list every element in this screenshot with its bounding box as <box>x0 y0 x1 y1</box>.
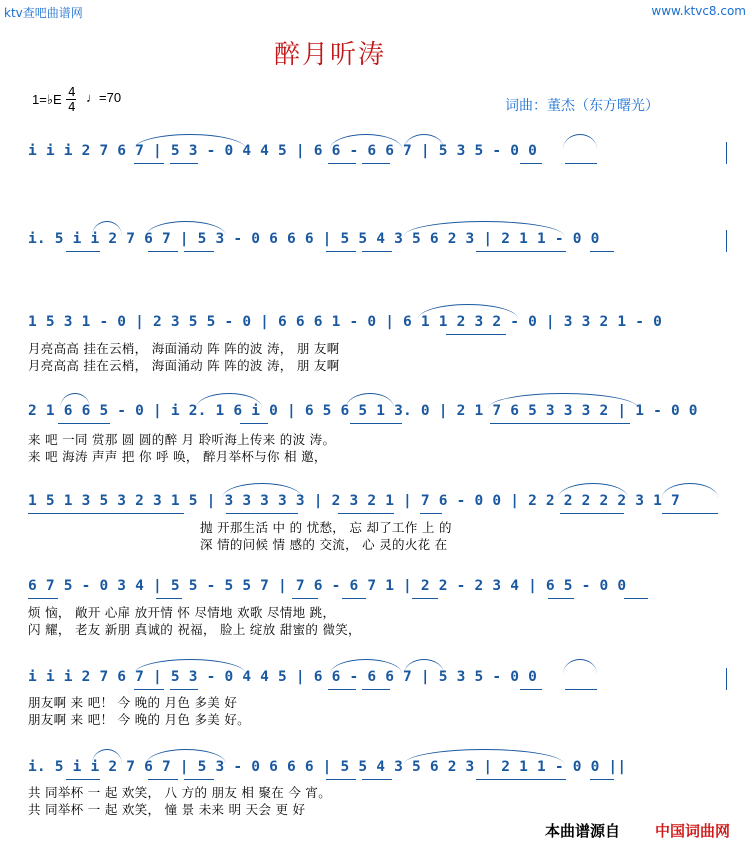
lyric-row-7-verse-1: 朋友啊 来 吧！ 今 晚的 月色 多美 好 <box>28 695 238 710</box>
lyric-row-3-verse-1: 月亮高高 挂在云梢， 海面涌动 阵 阵的波 涛， 朋 友啊 <box>28 341 340 356</box>
lyric-row-5-verse-2: 深 情的问候 情 感的 交流， 心 灵的火花 在 <box>200 537 448 552</box>
beam <box>520 689 542 690</box>
beam <box>170 163 198 164</box>
song-title: 醉月听涛 <box>274 40 387 70</box>
barline <box>726 668 727 690</box>
notation-row-5: 1 5 1 3 5 3 2 3 1 5 | 3 3 3 3 3 | 2 3 2 1 | 7 6 - 0 0 | 2 2 2 2 2 2 3 1 7 <box>28 493 680 509</box>
slur <box>196 393 262 408</box>
beam <box>362 163 390 164</box>
slur <box>60 393 90 408</box>
beam <box>66 251 100 252</box>
beam <box>326 779 356 780</box>
lyric-row-8-verse-2: 共 同举杯 一 起 欢笑， 憧 景 未来 明 天会 更 好 <box>28 802 306 817</box>
beam <box>326 251 356 252</box>
beam <box>240 423 268 424</box>
beam <box>328 163 356 164</box>
slur <box>346 393 394 408</box>
watermark-left: ktv查吧曲谱网 <box>4 6 83 20</box>
lyric-row-4-verse-1: 来 吧 一同 赏那 圆 圆的醉 月 聆听海上传来 的波 涛。 <box>28 432 336 447</box>
beam <box>662 513 718 514</box>
slur <box>563 134 597 149</box>
lyric-row-7-verse-2: 朋友啊 来 吧！ 今 晚的 月色 多美 好。 <box>28 712 250 727</box>
source-label: 本曲谱源自 <box>545 822 621 840</box>
beam <box>412 598 438 599</box>
source-site-link[interactable]: 中国词曲网 <box>655 822 731 840</box>
beam <box>624 598 648 599</box>
slur <box>488 393 638 408</box>
notation-row-1: i i i 2 7 6 7 | 5 3 - 0 4 4 5 | 6 6 - 6 6 7 | 5 3 5 - 0 0 <box>28 143 537 159</box>
beam <box>58 423 110 424</box>
slur <box>563 659 597 674</box>
beam <box>560 513 624 514</box>
tempo-mark: ♩=70 <box>86 90 122 105</box>
beam <box>170 689 198 690</box>
barline <box>726 230 727 252</box>
notation-row-4: 2 1 6 6 5 - 0 | i 2. 1 6 i 0 | 6 5 6 5 1 3. 0 | 2 1 7 6 5 3 3 3 2 | 1 - 0 0 <box>28 403 698 419</box>
slur <box>558 483 628 498</box>
beam <box>362 251 392 252</box>
beam <box>328 689 356 690</box>
lyric-row-8-verse-1: 共 同举杯 一 起 欢笑， 八 方的 朋友 相 聚在 今 宵。 <box>28 785 332 800</box>
beam <box>362 779 392 780</box>
beam <box>66 779 100 780</box>
beam <box>156 598 182 599</box>
slur <box>404 134 444 149</box>
slur <box>222 483 302 498</box>
beam <box>28 598 58 599</box>
notation-row-7: i i i 2 7 6 7 | 5 3 - 0 4 4 5 | 6 6 - 6 6 7 | 5 3 5 - 0 0 <box>28 669 537 685</box>
slur <box>92 221 122 236</box>
beam <box>565 163 597 164</box>
slur <box>404 749 564 764</box>
beam <box>184 251 214 252</box>
beam <box>548 598 574 599</box>
slur <box>404 659 444 674</box>
beam <box>148 779 178 780</box>
beam <box>134 163 164 164</box>
slur <box>330 659 402 674</box>
beam <box>565 689 597 690</box>
notation-row-6: 6 7 5 - 0 3 4 | 5 5 - 5 5 7 | 7 6 - 6 7 1 | 2 2 - 2 3 4 | 6 5 - 0 0 <box>28 578 627 594</box>
slur <box>134 134 246 149</box>
lyric-row-4-verse-2: 来 吧 海涛 声声 把 你 呼 唤， 醉月举杯与你 相 邀， <box>28 449 327 464</box>
slur <box>92 749 122 764</box>
key-signature: 1=♭E <box>32 92 62 107</box>
notation-row-2: i. 5 i i 2 7 6 7 | 5 3 - 0 6 6 6 | 5 5 4 3 5 6 2 3 | 2 1 1 - 0 0 <box>28 231 600 247</box>
slur <box>146 221 226 236</box>
barline <box>726 142 727 164</box>
beam <box>134 689 164 690</box>
notation-row-3: 1 5 3 1 - 0 | 2 3 5 5 - 0 | 6 6 6 1 - 0 | 6 1 1 2 3 2 - 0 | 3 3 2 1 - 0 <box>28 314 663 330</box>
beam <box>292 598 318 599</box>
notation-row-8: i. 5 i i 2 7 6 7 | 5 3 - 0 6 6 6 | 5 5 4 3 5 6 2 3 | 2 1 1 - 0 0 || <box>28 759 627 775</box>
meter-top: 4 <box>68 85 76 99</box>
slur <box>662 483 718 498</box>
lyric-row-6-verse-1: 烦 恼， 敞开 心扉 放开情 怀 尽情地 欢歌 尽情地 跳， <box>28 605 336 620</box>
beam <box>362 689 390 690</box>
beam <box>28 513 184 514</box>
beam <box>420 513 442 514</box>
slur <box>134 659 246 674</box>
beam <box>350 423 402 424</box>
beam <box>226 513 298 514</box>
beam <box>520 163 542 164</box>
slur <box>146 749 226 764</box>
beam <box>148 251 178 252</box>
watermark-right: www.ktvc8.com <box>651 4 746 18</box>
beam <box>490 423 630 424</box>
composer-credit: 词曲：董杰（东方曙光） <box>505 98 659 114</box>
beam <box>184 779 214 780</box>
beam <box>476 251 566 252</box>
beam <box>476 779 566 780</box>
lyric-row-5-verse-1: 抛 开那生活 中 的 忧愁， 忘 却了工作 上 的 <box>200 520 452 535</box>
lyric-row-6-verse-2: 闪 耀， 老友 新朋 真诚的 祝福， 脸上 绽放 甜蜜的 微笑， <box>28 622 361 637</box>
beam <box>590 251 614 252</box>
slur <box>330 134 402 149</box>
beam <box>446 334 506 335</box>
meter-bottom: 4 <box>68 100 76 114</box>
beam <box>590 779 614 780</box>
lyric-row-3-verse-2: 月亮高高 挂在云梢， 海面涌动 阵 阵的波 涛， 朋 友啊 <box>28 358 340 373</box>
slur <box>418 304 518 319</box>
beam <box>342 598 366 599</box>
beam <box>338 513 394 514</box>
slur <box>404 221 564 236</box>
